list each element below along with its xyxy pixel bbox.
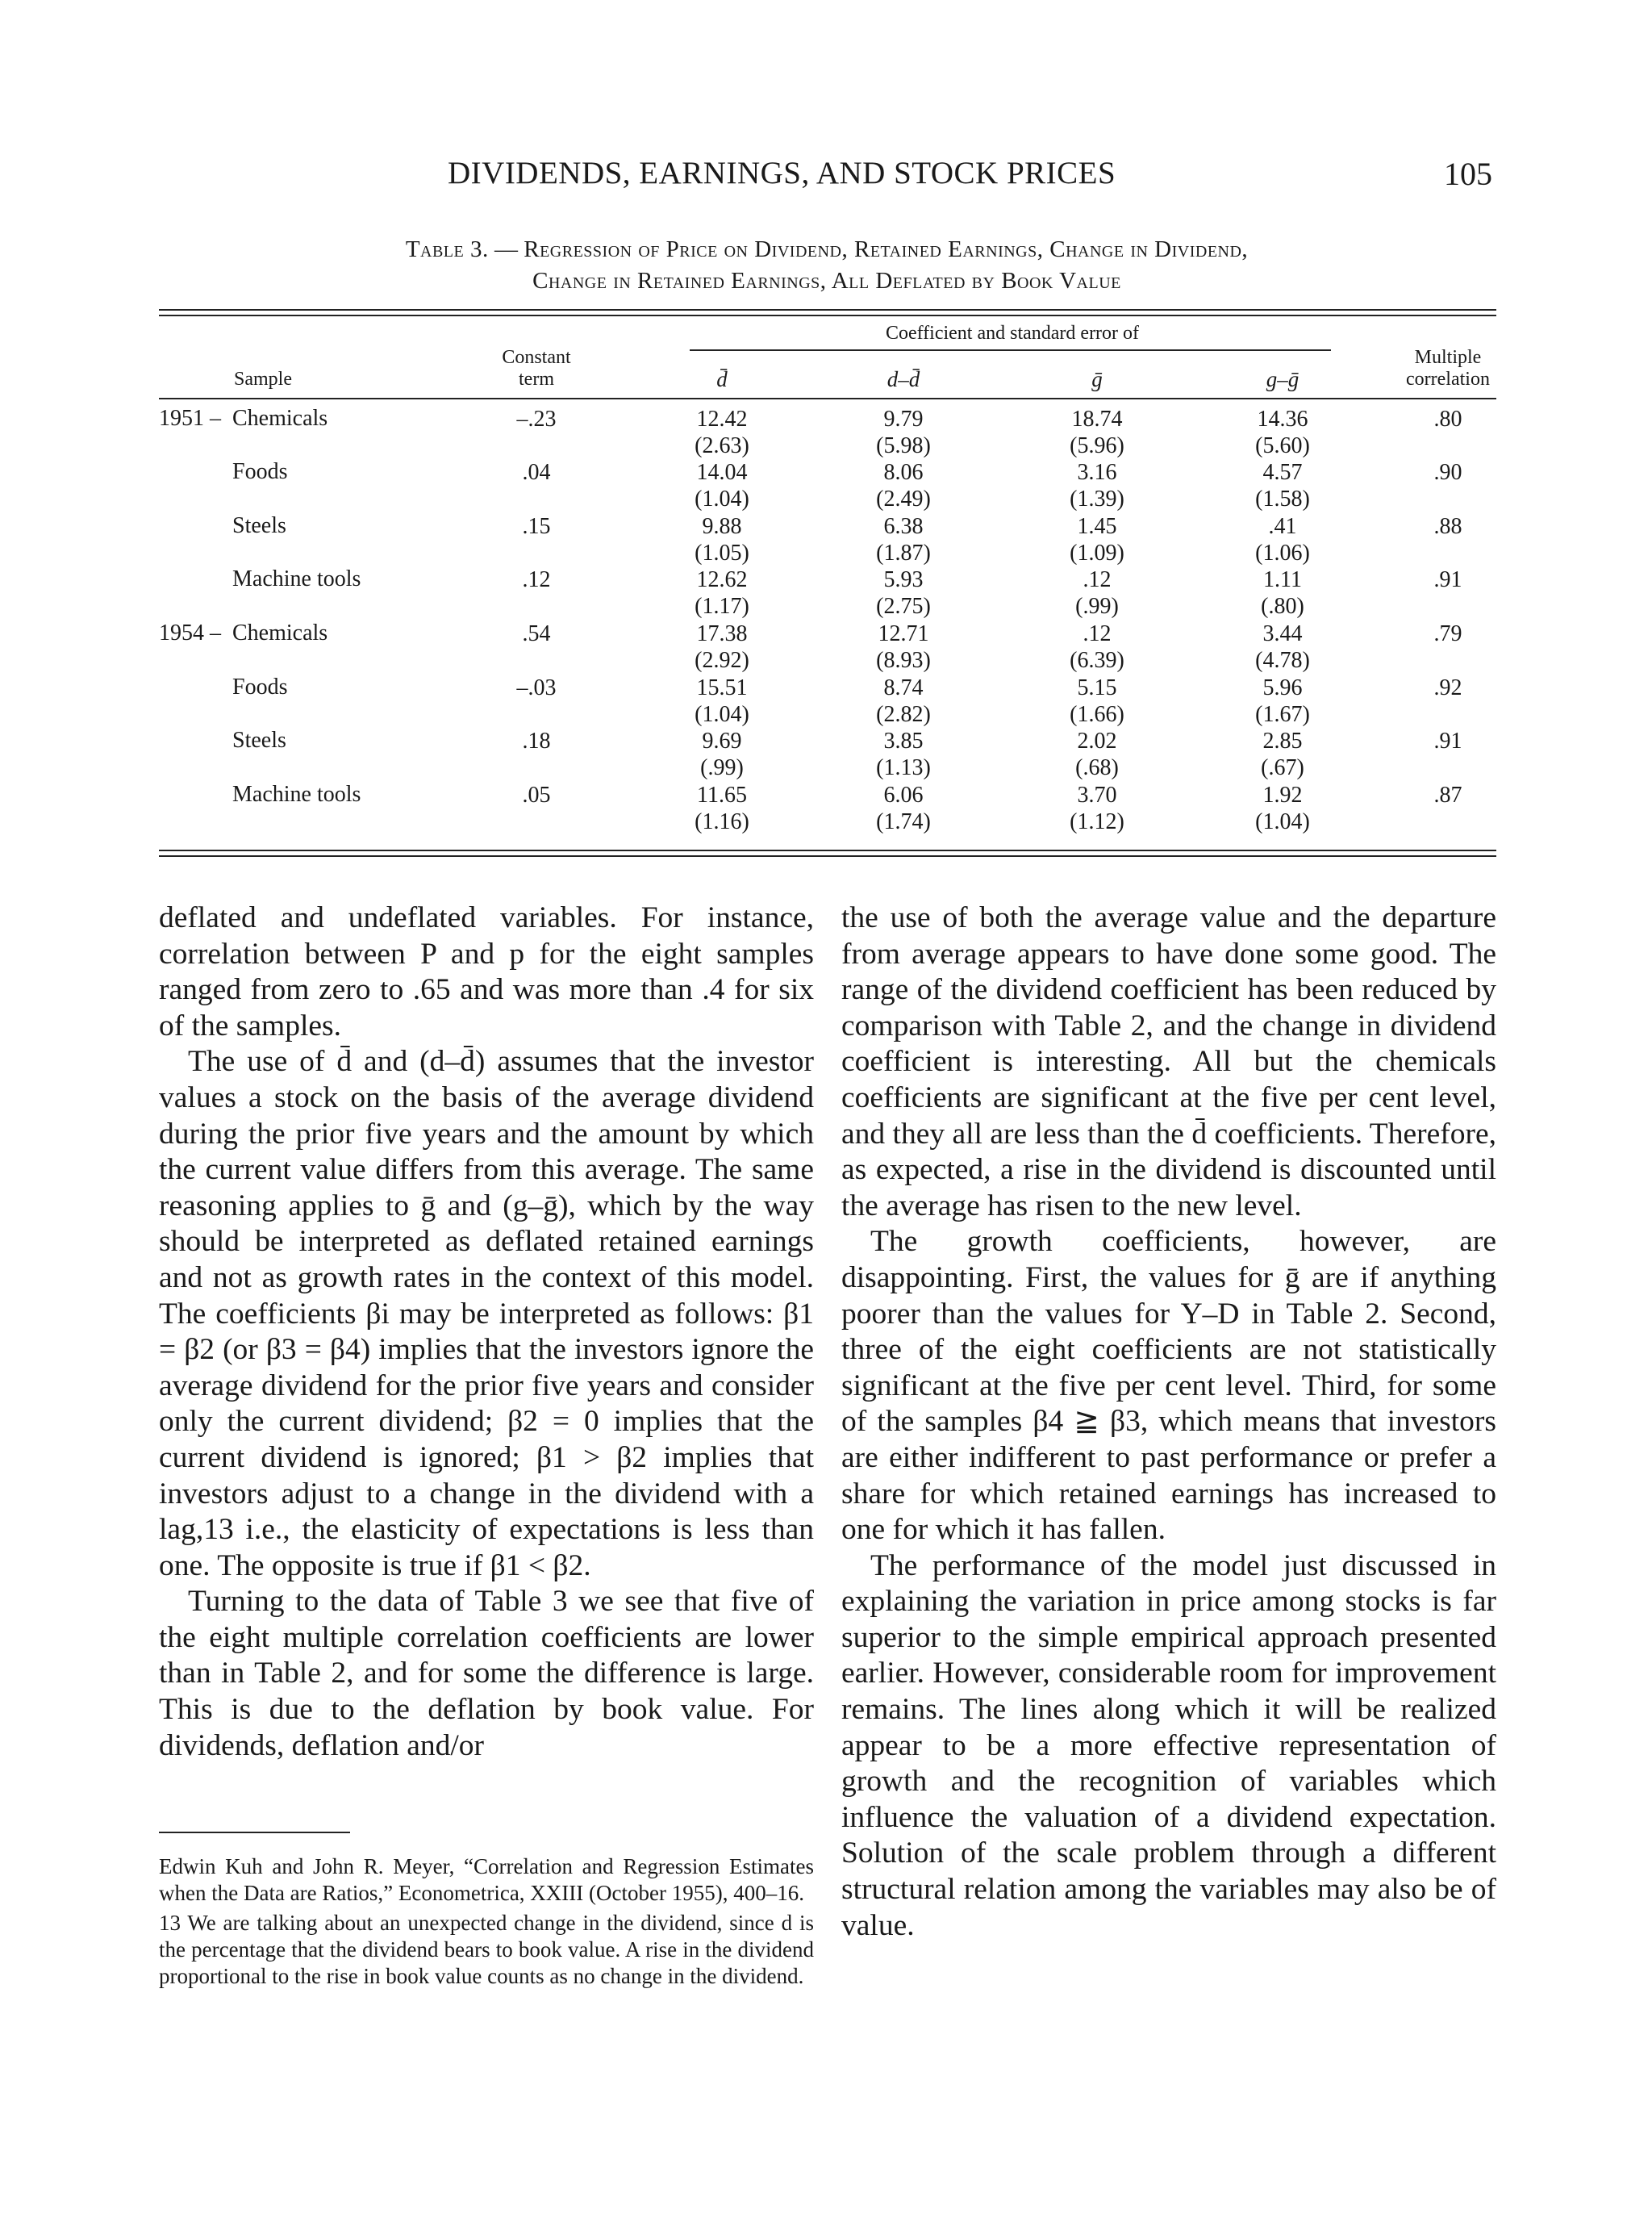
row-constant: .04 <box>522 460 551 485</box>
row-g-se: (.68) <box>1075 755 1119 780</box>
row-d-se: (1.04) <box>695 702 749 727</box>
row-gg: 3.44 <box>1262 621 1303 646</box>
header-rule <box>159 398 1496 399</box>
row-g: .12 <box>1083 621 1112 646</box>
row-constant: –.03 <box>516 675 557 700</box>
header-d-bar: d̄ <box>716 367 728 391</box>
row-multiple-correlation: .79 <box>1433 621 1462 646</box>
row-gg-se: (1.58) <box>1255 487 1310 512</box>
running-head: DIVIDENDS, EARNINGS, AND STOCK PRICES <box>448 156 1116 190</box>
header-multiple-correlation: Multiple correlation <box>1406 347 1490 390</box>
row-dd-se: (5.98) <box>876 433 931 458</box>
row-multiple-correlation: .88 <box>1433 514 1462 539</box>
row-constant: .12 <box>522 567 551 592</box>
row-dd-se: (8.93) <box>876 648 931 673</box>
body-column-left <box>159 900 814 1764</box>
row-g-se: (1.66) <box>1070 702 1124 727</box>
row-multiple-correlation: .92 <box>1433 675 1462 700</box>
row-gg: .41 <box>1268 514 1297 539</box>
row-g-se: (.99) <box>1075 594 1119 619</box>
body-column-right <box>841 900 1496 1944</box>
row-dd: 3.85 <box>883 729 924 754</box>
footnote: 13 We are talking about an unexpected change in the dividend, since d is the percentage that the dividend bears to book value. A rise in the dividend proportional to the rise in book value counts as no change in the dividend. <box>159 1911 814 1988</box>
footnotes <box>159 1853 814 1993</box>
row-g: 1.45 <box>1077 514 1117 539</box>
row-g: 2.02 <box>1077 729 1117 754</box>
row-dd: 5.93 <box>883 567 924 592</box>
table-title-line1: Regression of Price on Dividend, Retained Earnings, Change in Dividend, <box>524 236 1249 262</box>
row-sample: Chemicals <box>232 620 328 646</box>
table-top-rule-2 <box>159 315 1496 316</box>
header-constant: Constant term <box>502 347 571 390</box>
row-gg-se: (1.67) <box>1255 702 1310 727</box>
row-year: 1954 – <box>159 620 221 646</box>
row-dd: 8.06 <box>883 460 924 485</box>
row-gg: 5.96 <box>1262 675 1303 700</box>
paragraph: Turning to the data of Table 3 we see that five of the eight multiple correlation coefficients are lower than in Table 2, and for some the difference is large. This is due to the deflation by book value. For dividends, deflation and/or <box>159 1585 814 1762</box>
row-dd-se: (1.13) <box>876 755 931 780</box>
row-d-se: (1.16) <box>695 809 749 834</box>
row-d-se: (2.63) <box>695 433 749 458</box>
row-gg-se: (1.04) <box>1255 809 1310 834</box>
row-dd-se: (1.74) <box>876 809 931 834</box>
row-sample: Foods <box>232 675 288 700</box>
header-g-minus-g-bar: g–ḡ <box>1266 367 1299 391</box>
row-d: 15.51 <box>696 675 748 700</box>
row-d: 11.65 <box>697 783 747 808</box>
row-constant: .05 <box>522 783 551 808</box>
row-multiple-correlation: .91 <box>1433 729 1462 754</box>
row-g: .12 <box>1083 567 1112 592</box>
row-dd-se: (1.87) <box>876 541 931 566</box>
row-gg: 14.36 <box>1257 407 1308 432</box>
row-g: 5.15 <box>1077 675 1117 700</box>
row-dd: 12.71 <box>878 621 929 646</box>
row-gg-se: (.67) <box>1261 755 1304 780</box>
row-d: 12.62 <box>696 567 748 592</box>
row-gg: 2.85 <box>1262 729 1303 754</box>
row-g: 18.74 <box>1071 407 1123 432</box>
row-sample: Machine tools <box>232 782 361 807</box>
group-rule <box>690 349 1331 351</box>
row-gg-se: (4.78) <box>1255 648 1310 673</box>
row-d: 14.04 <box>696 460 748 485</box>
header-g-bar: ḡ <box>1091 367 1103 391</box>
row-dd: 6.38 <box>883 514 924 539</box>
row-d: 9.88 <box>702 514 742 539</box>
row-gg-se: (5.60) <box>1255 433 1310 458</box>
header-d-minus-d-bar: d–d̄ <box>886 367 920 391</box>
paragraph: The growth coefficients, however, are disappointing. First, the values for ḡ are if anything poorer than the values for Y–D in Table 2. Second, three of the eight coefficients are not statistically significant at the five per cent level. Third, for some of the samples β4 ≧ β3, which means that investors are either indifferent to past performance or prefer a share for which retained earnings has increased to one for which it has fallen. <box>841 1225 1496 1547</box>
row-g-se: (1.39) <box>1070 487 1124 512</box>
row-gg: 1.11 <box>1263 567 1302 592</box>
table-top-rule <box>159 309 1496 311</box>
row-d: 9.69 <box>702 729 742 754</box>
row-sample: Foods <box>232 459 288 484</box>
row-d-se: (1.05) <box>695 541 749 566</box>
row-gg: 1.92 <box>1262 783 1303 808</box>
table-caption: Table 3. — Regression of Price on Dividend, Retained Earnings, Change in Dividend, Change in Retained Earnings, All Deflated by Book Value <box>405 236 1249 294</box>
row-g-se: (6.39) <box>1070 648 1124 673</box>
row-year: 1951 – <box>159 406 221 431</box>
table-label: Table 3. <box>405 236 489 262</box>
row-gg: 4.57 <box>1262 460 1303 485</box>
row-sample: Steels <box>232 728 286 753</box>
row-multiple-correlation: .87 <box>1433 783 1462 808</box>
row-multiple-correlation: .90 <box>1433 460 1462 485</box>
paragraph: The performance of the model just discussed in explaining the variation in price among stocks is far superior to the simple empirical approach presented earlier. However, considerable room for improvement remains. The lines along which it will be realized appear to be a more effective representation of growth and the recognition of variables which influence the valuation of a dividend expectation. Solution of the scale problem through a different structural relation among the variables may also be of value. <box>841 1548 1496 1942</box>
row-dd-se: (2.82) <box>876 702 931 727</box>
table-bottom-rule-2 <box>159 855 1496 857</box>
row-constant: .15 <box>522 514 551 539</box>
footnote-rule <box>159 1832 350 1833</box>
row-dd-se: (2.75) <box>876 594 931 619</box>
table-bottom-rule <box>159 850 1496 851</box>
paragraph: The use of d̄ and (d–d̄) assumes that the investor values a stock on the basis of the average dividend during the prior five years and the amount by which the current value differs from this average. The same reasoning applies to ḡ and (g–ḡ), which by the way should be interpreted as deflated retained earnings and not as growth rates in the context of this model. The coefficients βi may be interpreted as follows: β1 = β2 (or β3 = β4) implies that the investors ignore the average dividend for the prior five years and consider only the current dividend; β2 = 0 implies that the current dividend is ignored; β1 > β2 implies that investors adjust to a change in the dividend with a lag,13 i.e., the elasticity of expectations is less than one. The opposite is true if β1 < β2. <box>159 1045 814 1582</box>
row-g-se: (1.12) <box>1070 809 1124 834</box>
header-sample: Sample <box>234 369 292 390</box>
row-constant: .18 <box>522 729 551 754</box>
row-constant: –.23 <box>516 407 557 432</box>
page-number: 105 <box>1444 156 1492 192</box>
row-g: 3.16 <box>1077 460 1117 485</box>
paragraph: deflated and undeflated variables. For instance, correlation between P and p for the eight samples ranged from zero to .65 and was more than .4 for six of the samples. <box>159 901 814 1042</box>
footnote: Edwin Kuh and John R. Meyer, “Correlation and Regression Estimates when the Data are Ratios,” Econometrica, XXIII (October 1955), 400–16. <box>159 1854 814 1905</box>
row-dd: 6.06 <box>883 783 924 808</box>
row-dd: 8.74 <box>883 675 924 700</box>
row-constant: .54 <box>522 621 551 646</box>
table-title-line2: Change in Retained Earnings, All Deflated by Book Value <box>532 268 1121 294</box>
row-dd-se: (2.49) <box>876 487 931 512</box>
row-g-se: (5.96) <box>1070 433 1124 458</box>
row-sample: Machine tools <box>232 566 361 591</box>
row-d: 12.42 <box>696 407 748 432</box>
row-d: 17.38 <box>696 621 748 646</box>
row-gg-se: (.80) <box>1261 594 1304 619</box>
row-dd: 9.79 <box>883 407 924 432</box>
row-multiple-correlation: .80 <box>1433 407 1462 432</box>
row-g-se: (1.09) <box>1070 541 1124 566</box>
row-multiple-correlation: .91 <box>1433 567 1462 592</box>
row-g: 3.70 <box>1077 783 1117 808</box>
row-gg-se: (1.06) <box>1255 541 1310 566</box>
row-sample: Chemicals <box>232 406 328 431</box>
paragraph: the use of both the average value and the departure from average appears to have done some good. The range of the dividend coefficient has been reduced by comparison with Table 2, and the change in dividend coefficient is interesting. All but the chemicals coefficients are significant at the five per cent level, and they all are less than the d̄ coefficients. Therefore, as expected, a rise in the dividend is discounted until the average has risen to the new level. <box>841 901 1496 1222</box>
header-coefficient-group: Coefficient and standard error of <box>885 323 1140 344</box>
row-d-se: (.99) <box>700 755 744 780</box>
row-d-se: (1.04) <box>695 487 749 512</box>
row-d-se: (1.17) <box>695 594 749 619</box>
row-sample: Steels <box>232 513 286 538</box>
row-d-se: (2.92) <box>695 648 749 673</box>
